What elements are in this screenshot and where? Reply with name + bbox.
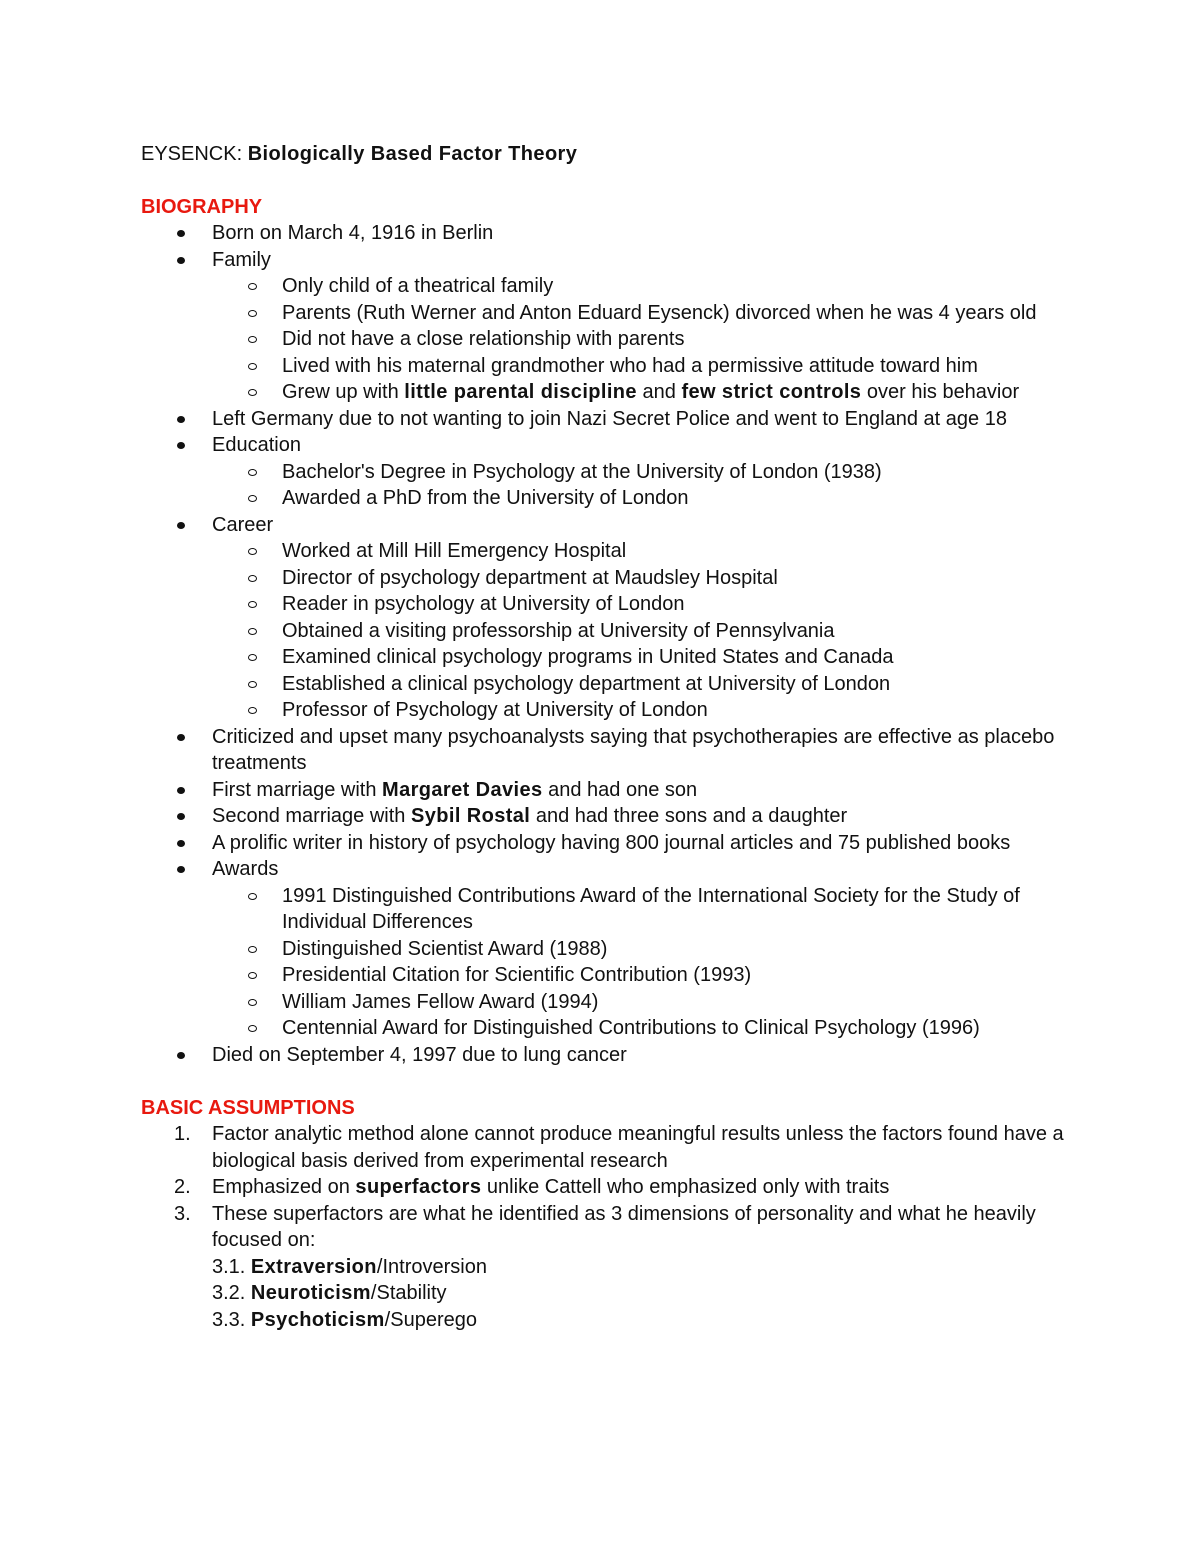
list-item-text — [212, 803, 1066, 830]
circle-bullet-icon — [248, 946, 257, 953]
circle-bullet-icon — [248, 575, 257, 582]
list-item-text: Established a clinical psychology department at University of London — [282, 672, 891, 695]
bullet-icon — [177, 1052, 185, 1059]
bullet-icon — [177, 866, 185, 873]
circle-bullet-icon — [248, 999, 257, 1006]
text-run: and had three sons and a daughter — [530, 805, 848, 827]
list-item — [141, 1042, 1066, 1069]
text-run: First marriage with — [212, 778, 383, 801]
numbered-item — [141, 1121, 1066, 1174]
bold-text: Extraversion — [250, 1255, 377, 1278]
sub-list-item — [141, 459, 1066, 486]
list-item — [141, 777, 1066, 804]
text-run: and had one son — [542, 778, 698, 801]
item-number: 3.3. — [212, 1308, 251, 1331]
circle-bullet-icon — [248, 310, 257, 317]
bullet-icon — [177, 230, 185, 237]
sub-list-item — [141, 883, 1066, 936]
list-item-text: Director of psychology department at Maudsley Hospital — [282, 566, 778, 589]
sub-list-item — [141, 379, 1066, 406]
title-prefix: EYSENCK — [141, 143, 237, 165]
list-item — [141, 830, 1066, 857]
list-item-text: Parents (Ruth Werner and Anton Eduard Eysenck) divorced when he was 4 years old — [282, 301, 1037, 324]
list-item — [141, 432, 1066, 459]
list-item-text: Awards — [212, 858, 279, 880]
text-run: /Superego — [384, 1308, 477, 1331]
list-item-text: Did not have a close relationship with parents — [282, 328, 685, 350]
list-item-text — [282, 379, 1066, 406]
list-item — [141, 856, 1066, 883]
list-item-text: Examined clinical psychology programs in United States and Canada — [282, 646, 894, 668]
assumptions-heading: BASIC ASSUMPTIONS — [141, 1096, 355, 1119]
text-run: Grew up with — [282, 381, 405, 403]
list-item-text — [212, 1307, 1066, 1334]
sub-numbered-item — [141, 1307, 1066, 1334]
list-item-text — [212, 777, 1066, 804]
bullet-icon — [177, 522, 185, 529]
item-number: 1. — [174, 1123, 191, 1145]
list-item-text: Left Germany due to not wanting to join Nazi Secret Police and went to England at age 18 — [212, 407, 1007, 430]
list-item-text: Born on March 4, 1916 in Berlin — [212, 222, 494, 244]
bold-text: Sybil Rostal — [410, 805, 531, 827]
biography-heading: BIOGRAPHY — [141, 195, 263, 218]
circle-bullet-icon — [248, 681, 257, 688]
biography-list — [141, 220, 1066, 1068]
title-separator: : — [236, 143, 248, 165]
list-item-text: Bachelor's Degree in Psychology at the University of London (1938) — [282, 460, 882, 483]
circle-bullet-icon — [248, 336, 257, 343]
list-item-text: These superfactors are what he identified as 3 dimensions of personality and what he heavily focused on: — [212, 1202, 1036, 1251]
sub-list-item — [141, 671, 1066, 698]
sub-numbered-item — [141, 1280, 1066, 1307]
list-item — [141, 406, 1066, 433]
circle-bullet-icon — [248, 495, 257, 502]
bullet-icon — [177, 416, 185, 423]
list-item-text: Lived with his maternal grandmother who had a permissive attitude toward him — [282, 354, 978, 377]
list-item-text: Reader in psychology at University of London — [282, 593, 685, 615]
text-run: /Introversion — [376, 1255, 487, 1278]
circle-bullet-icon — [248, 283, 257, 290]
list-item-text: Obtained a visiting professorship at University of Pennsylvania — [282, 619, 835, 642]
assumptions-list — [141, 1121, 1066, 1333]
item-number: 2. — [174, 1176, 191, 1198]
sub-list-item — [141, 618, 1066, 645]
text-run: Second marriage with — [212, 805, 411, 827]
bold-text: few strict controls — [681, 381, 862, 403]
sub-list-item — [141, 644, 1066, 671]
list-item-text: Awarded a PhD from the University of London — [282, 487, 689, 509]
text-run: /Stability — [370, 1282, 447, 1304]
list-item-text: 1991 Distinguished Contributions Award of the International Society for the Study of Individual Differences — [282, 884, 1020, 933]
list-item — [141, 247, 1066, 274]
text-run: over his behavior — [861, 381, 1020, 403]
section-spacer — [141, 1068, 1066, 1095]
sub-list-item — [141, 936, 1066, 963]
list-item-text: Centennial Award for Distinguished Contributions to Clinical Psychology (1996) — [282, 1017, 980, 1039]
title-rest: Biologically Based Factor Theory — [247, 143, 578, 165]
list-item-text — [212, 1174, 1066, 1201]
sub-list-item — [141, 697, 1066, 724]
list-item — [141, 512, 1066, 539]
sub-list-item — [141, 538, 1066, 565]
bullet-icon — [177, 734, 185, 741]
bullet-icon — [177, 257, 185, 264]
list-item-text: Distinguished Scientist Award (1988) — [282, 937, 608, 960]
bold-text: Neuroticism — [250, 1282, 371, 1304]
list-item — [141, 220, 1066, 247]
bullet-icon — [177, 840, 185, 847]
list-item-text: Criticized and upset many psychoanalysts saying that psychotherapies are effective as placebo treatments — [212, 725, 1055, 774]
circle-bullet-icon — [248, 654, 257, 661]
sub-list-item — [141, 962, 1066, 989]
bullet-icon — [177, 787, 185, 794]
circle-bullet-icon — [248, 601, 257, 608]
document-title — [141, 141, 1066, 168]
text-run: Emphasized on — [212, 1176, 356, 1198]
sub-numbered-item — [141, 1254, 1066, 1281]
circle-bullet-icon — [248, 548, 257, 555]
list-item-text: William James Fellow Award (1994) — [282, 990, 599, 1013]
list-item-text — [212, 1280, 1066, 1307]
sub-list-item — [141, 565, 1066, 592]
list-item-text: Factor analytic method alone cannot produce meaningful results unless the factors found have a biological basis derived from experimental research — [212, 1123, 1064, 1172]
sub-list-item — [141, 353, 1066, 380]
sub-list-item — [141, 989, 1066, 1016]
list-item-text: Professor of Psychology at University of London — [282, 699, 708, 721]
list-item-text: Presidential Citation for Scientific Contribution (1993) — [282, 964, 752, 986]
bold-text: Margaret Davies — [382, 778, 543, 801]
bullet-icon — [177, 442, 185, 449]
list-item-text: Education — [212, 434, 301, 456]
circle-bullet-icon — [248, 893, 257, 900]
bold-text: Psychoticism — [250, 1308, 385, 1331]
numbered-item — [141, 1201, 1066, 1254]
text-run: unlike Cattell who emphasized only with traits — [481, 1176, 890, 1198]
circle-bullet-icon — [248, 628, 257, 635]
sub-list-item — [141, 591, 1066, 618]
circle-bullet-icon — [248, 972, 257, 979]
item-number: 3.2. — [212, 1282, 251, 1304]
bold-text: superfactors — [355, 1176, 482, 1198]
circle-bullet-icon — [248, 363, 257, 370]
list-item-text: Family — [212, 248, 271, 271]
list-item — [141, 724, 1066, 777]
sub-list-item — [141, 1015, 1066, 1042]
item-number: 3. — [174, 1202, 191, 1225]
circle-bullet-icon — [248, 1025, 257, 1032]
bold-text: little parental discipline — [404, 381, 637, 403]
text-run: and — [636, 381, 682, 403]
list-item-text: Only child of a theatrical family — [282, 275, 554, 297]
numbered-item — [141, 1174, 1066, 1201]
document-page — [141, 141, 1066, 1333]
circle-bullet-icon — [248, 707, 257, 714]
circle-bullet-icon — [248, 389, 257, 396]
item-number: 3.1. — [212, 1255, 251, 1278]
list-item-text: Died on September 4, 1997 due to lung cancer — [212, 1043, 627, 1066]
circle-bullet-icon — [248, 469, 257, 476]
list-item-text: Worked at Mill Hill Emergency Hospital — [282, 540, 627, 562]
list-item-text — [212, 1254, 1066, 1281]
list-item — [141, 803, 1066, 830]
sub-list-item — [141, 273, 1066, 300]
sub-list-item — [141, 485, 1066, 512]
bullet-icon — [177, 813, 185, 820]
list-item-text: A prolific writer in history of psychology having 800 journal articles and 75 published books — [212, 831, 1011, 854]
sub-list-item — [141, 326, 1066, 353]
sub-list-item — [141, 300, 1066, 327]
list-item-text: Career — [212, 513, 274, 536]
